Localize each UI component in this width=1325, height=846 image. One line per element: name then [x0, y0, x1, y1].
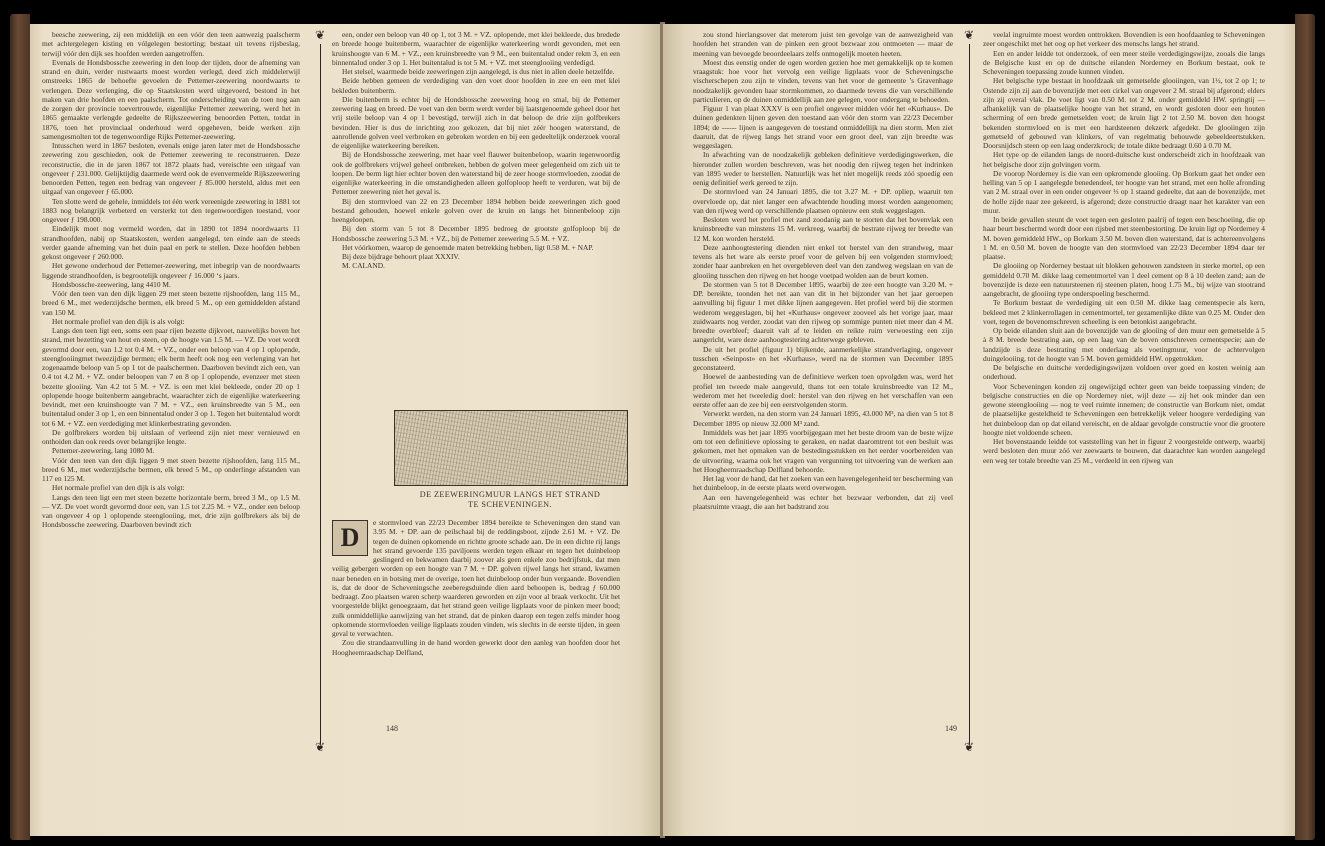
page-number-right: 149	[945, 724, 957, 733]
section-heading	[382, 490, 638, 510]
right-page-column-2	[983, 30, 1265, 742]
divider-ornament-bottom-left: ❦	[314, 740, 326, 754]
right-col1-paragraph: Het lag voor de hand, dat het zoeken van een havengelegenheid ter bescherming van het duinbeloop, in de eerste plaats werd overwogen.	[693, 474, 953, 493]
left-col2-paragraph: Beide hebben gemeen de verdediging van den voet door hoofden in zee en een met klei bekleden buitenberm.	[332, 76, 620, 95]
left-page	[30, 24, 662, 836]
section-paragraph: e stormvloed van 22/23 December 1894 bereikte te Scheveningen den stand van 3.95 M. + DP. aan de peilschaal bij de reddingsboot, zijnde 2.61 M. + VZ. De tegen de duinen opkomende en richtte groote schade aan. De in een dichte rij langs het strand gevoerde 135 paviljoens werden tegen elkaar en tegen het duinbeloop geslingerd en bekwamen daarbij zoover als geen enkele zoo bedrijfstuk, dat men veilig gebergen worden op een hoogte van 7 M. + DP. golven rijwel langs het strand, kwamen naar beneden en in botsing met de overige, toen het duinbeloop onder hun vergaande. Bovendien is, dat de door de Scheveningsche zeeberegsduinde dien aard behoopen is, bedrag ƒ 60.000 bedraagt. Zoo plaatsen waren scherp waarderen geworden en zijn voor al braak verkocht. Uit het voorgestelde blijkt genoegzaam, dat het strand geen veilige ligplaats voor de pinken meer bood; zulk onmiddellijke aanwijzing van het strand, dat de pinken daarop een tegen zelfs minder hoog opkomende stormvloeden veilige ligplaats zouden vinden, wis slechts in de eerste tijden, in geen geval te verwachten.	[332, 518, 620, 638]
divider-ornament-top-left: ❦	[314, 28, 326, 42]
left-col2-paragraph: Die buitenberm is echter bij de Hondsbossche zeewering hoog en smal, bij de Pettemer zeewering laag en breed. De voet van den berm werdt verder bij laatstgenoemde geheel door het vrij steile beloop van 4 op 1 bevestigd, terwijl zich in dat beloop de drie zijn golfbrekers bevinden. Hier is dus de inrichting zoo gekozen, dat bij niet zéér hoogen waterstand, de aanrollende golven veel verbroken en gebroken worden en bij een gedeeltelijk onderzoek vooral de eigenlijke waterkeering bereiken.	[332, 94, 620, 150]
right-col2-paragraph: veelal ingruimte moest worden onttrokken. Bovendien is een hoofdaanleg te Scheveningen zeer ongeschikt met het oog op het verkeer des menschs langs het strand.	[983, 30, 1265, 49]
right-col2-paragraph: In beide gevallen steunt de voet tegen een gesloten paalrij of tegen een beschoeiing, die op haar beurt beschermd wordt door een rijsbed met steenbestorting. De kruin ligt op Norderney 4 M. boven gemiddeld HW., op Borkum 3.50 M. boven dien waterstand, dat is achtereenvolgens 1 M. en 0.50 M. boven de hoogte van den stormvloed van 22/23 December 1894 daar ter plaatse.	[983, 215, 1265, 261]
right-col1-paragraph: Moest dus eenstig onder de ogen worden gezien hoe met gemakkelijk op te komen vraagstuk: hoe voor het vervolg een veilige ligplaats voor de Scheveningsche vischerschepen zou zijn te vinden, tevens van het voor de gemeente ’s Gravenhage noodzakelijk gevonden haar stormkommen, zo daarmede tevens die van verschillende particulieren, op de duinen onmiddellijk aan zee gelegen, voor ondergang te behoeden.	[693, 57, 953, 104]
left-col1-paragraph: Het normale profiel van den dijk is als volgt:	[52, 483, 185, 493]
right-col2-paragraph: Te Borkum bestaat de verdediging uit een 0.50 M. dikke laag cementspecie als kern, bekleed met 2 klinkerrollagen in cementmortel, ter gezamenlijke dikte van 0.25 M. Onder den voet, tegen de bovenomschreven scheeling is een betonkist aangebracht.	[983, 298, 1265, 326]
left-col1-paragraph: De golfbrekers worden bij uitslaan of verleend zijn niet meer vernieuwd en onthoiden dan ook reeds over belangrijke lengte.	[42, 427, 300, 446]
left-col2-paragraph: Het vóórkomen, waarop de genoemde maten betrekking hebben, ligt 0.58 M. + NAP.	[342, 242, 594, 252]
right-col1-paragraph: zou stond hierlangsover dat meterom juist ten gevolge van de aanwezigheid van hoofden het stranden van de pinken een groot bezwaar zou ontmoeten — maar de meening van bevoegde beoordeelaars zelfs onmogelijk moeten heeten.	[693, 30, 953, 58]
left-page-column-2	[332, 30, 620, 374]
left-col1-paragraph: Het normale profiel van den dijk is als volgt:	[52, 316, 185, 326]
left-col1-paragraph: Langs den teen ligt een, soms een paar rijen bezette dijkvoet, nauwelijks boven het strand, met bezetting van hout en steen, op de hoogte van 1.5 M. — VZ. De voet wordt gevormd door een, van 1.2 tot 0.4 M. + VZ., onder een beloop van 4 op 1 oplopende, steenglooiingmet tweezijdige bermen; elk berm heeft ook nog een verlenging van het zogenaamde beloop van 5 op 1 tot de paalschermen. Daarboven bevindt zich een, van 0.4 tot 4.2 M. + VZ. onder beloopen van 7 en 8 op 1 oplopende, evenzeer met steen bezette glooiing. Van 4.2 tot 5 M. + VZ. is een met klei bekleede, onder 20 op 1 oplopende hooge buitenberm aangebracht, waarachter zich de eigenlijke waterkeering bevindt, met een kruinshoogte van 7 M. + VZ., een kruinsbreedte van 5 M., een buitentalud onder 3 op 1, en een binnentalud onder 3 op 1. Tegen het buitentalud wordt tot 6 M. + VZ. een verdediging met klinkerbestrating gevonden.	[42, 326, 300, 428]
left-col2-paragraph: Bij deze bijdrage behoort plaat XXXIV.	[342, 252, 460, 261]
right-col1-paragraph: Hoewel de aanbesteding van de definitieve werken toen opvolgden was, werd het profiel ten tweede male aangevuld, thans tot een totale kruinsbreedte van 12 M., wederom met het tweeledig doel: herstel van den rijweg en het verschaffen van een eerste offer aan de zee bij een eerstvolgenden storm.	[693, 372, 953, 409]
divider-ornament-bottom-right: ❦	[963, 740, 975, 754]
left-col1-paragraph: Intusschen werd in 1867 besloten, evenals enige jaren later met de Hondsbossche zeewering zou geschieden, ook de Pettemer zeewering te reconstrueren. Deze reconstructie, die in de jaren 1867 tot 1872 plaats had, vereischte een uitgaaf van ongeveer ƒ 231.000. Gelijktijdig daarmede werd ook de evenvermelde Rijkszeewering benoorden Petten, tegen een bedrag van ongeveer ƒ 85.000 hersteld, aldus met een uitgaaf van ongeveer ƒ 65.000.	[42, 141, 300, 197]
right-col2-paragraph: Op beide eilanden sluit aan de bovenzijde van de glooiing of den muur een gemetselde à 5 à 8 M. breede bestrating aan, op een laag van de boven omschreven cementspecie; aan de landzijde is deze bestrating met onderlaag als voetingmuur, voor de achtervolgen duingelooiing, tot de hoogte van 5 M. boven gemiddeld HW. opgetrokken.	[983, 326, 1265, 363]
right-col1-paragraph: In afwachting van de noodzakelijk gebleken definitieve verdedigingswerken, die hieronder zullen worden beschreven, was het noodig den rijweg tegen het indrinken van 1895 weder te herstellen. Natuurlijk was het niet mogelijk reeds zóó spoedig een eenig definitief werk gereed te zijn.	[693, 150, 953, 187]
left-page-column-1	[42, 30, 300, 742]
right-col1-paragraph: Deze aanhoogtestering dienden niet enkel tot herstel van den strandweg, maar tevens als het ware als eerste proef voor de gelven bij een volgenden stormvloed; zonder haar aanbreken en het overgebleven deel van den zandweg wegslaan en van de glooiing tusschen den rijweg en het hooge voetpad wolden aan de beurt komen.	[693, 242, 953, 280]
right-col2-paragraph: Het bovenstaande leidde tot vaststelling van het in figuur 2 voorgestelde ontwerp, waarbij werd besloten den muur zóó ver zeewaarts te bouwen, dat daarachter kan worden aangelegd een weg ter totale breedte van 25 M., verdeeld in een rijweg van	[983, 437, 1265, 465]
left-col2-paragraph: Bij den stormvloed van 22 en 23 December 1894 hebben beide zeeweringen zich goed bestand gehouden, hoewel enkele golven over de kruin en langs het binnenbeloop zijn heengeloopen.	[332, 196, 620, 224]
right-col1-paragraph: Besloten werd het profiel met zand zoodanig aan te storten dat het bovenvlak een kruinsbreedte van minstens 15 M. verkreeg, waarbij de bestrate rijweg ter breedte van 12 M. kon worden hersteld.	[693, 215, 953, 243]
right-col2-paragraph: Het belgische type bestaat in hoofdzaak uit gemetselde glooiingen, van 1½, tot 2 op 1; te Ostende zijn zij aan de bovenzijde met een cirkel van ongeveer 2 M. straal bij afgerond; elders zijn zij overal vlak. De voet ligt van 0.50 M. tot 2 M. onder gemiddeld HW. springtij — afhankelijk van de plaatselijke hoogte van het strand, en wordt gesloten door een houten scherming of een brede gemetselden voet; de kruin ligt 2 tot 2.50 M. boven den hoogst bekenden stormvloed en is met een hardsteenen dekzerk afgedekt. De glooiingen zijn gemetseld of gebouwd van klinkers, of van regelmatig behouwde gebeeldeertstukken. Doorsnijdsch steen op een laag onderzkrock; de totale dikte bedraagt 0.60 à 0.70 M.	[983, 76, 1265, 150]
right-col1-paragraph: De stormen van 5 tot 8 December 1895, waarbij de zee een hoogte van 3.20 M. + DP. bereikte, toonden het net aan van dit in het bijzonder van het jaar geroepen aanvulling bij figuur 1 met dikke lijnen aangegeven. Het profiel werd bij die stormen wederom weggeslagen, bij het «Kurhaus» ongeveer zooveel als het vorige jaar, maar zuidwaarts nog verder, zoodat van den rijweg op sommige punten niet meer dan 4 M. breedte overbleef; daaruit valt af te leiden en reikte ruim verwoesting een zijn aangericht, ware deze aanhoogtestering achterwege gebleven.	[693, 279, 953, 345]
right-col2-paragraph: Een en ander leidde tot onderzoek, of een meer steile verdedigingswijze, zooals die langs de Belgische kust en op de duitsche eilanden Norderney en Borkum bestaat, ook te Scheveningen toepassing zoude kunnen vinden.	[983, 48, 1265, 76]
drop-cap-initial: D	[332, 520, 368, 556]
column-divider-left	[320, 44, 321, 744]
left-col2-paragraph: een, onder een beloop van 40 op 1, tot 3 M. + VZ. oplopende, met klei bekleede, dus bredede en breede hooge buitenberm, waarachter de eigenlijke waterkeering wordt gevonden, met een kruinshoogte van 6 M. + VZ., een kruinsbreedte van 9 M., een buitentalud onder rekm 3, en een binnentalud onder 3 op 1. Het buitentalud is tot 5 M. + VZ. met steenglooiing verdedigd.	[332, 30, 620, 67]
left-col1-paragraph: Ten slotte werd de gehele, inmiddels tot één werk vereenigde zeewering in 1881 tot 1883 nog belangrijk verbeterd en versterkt tot den tegenwoordigen toestand, voor ongeveer ƒ 198.000.	[42, 196, 300, 224]
right-col1-paragraph: Aan een havengelegenheid was echter het bezwaar verbonden, dat zij veel plaatsruimte vraagt, die aan het badstrand zou	[693, 492, 953, 511]
book-cover-left-edge	[10, 14, 30, 840]
right-col2-paragraph: De voorop Norderney is die van een opkromende glooiing. Op Borkum gaat het onder een helling van 5 op 1 aangelegde benedendeel, ter hoogte van het strand, met een holle afronding van 2 M. straal over in een onder ongeveer ⅓ op 1 staand gedeelte, dat aan de bovenzijde, met de holle zijde naar zee gekeerd, is afgerond; deze constructie draagt naar het karakter van een muur.	[983, 168, 1265, 215]
left-col2-paragraph: Bij de Hondsbossche zeewering, met haar veel flauwer buitenbeloop, waarin tegenwoordig ook de golfbrekers vrijwel geheel ontbreken, hebben de golven meer gelegenheid om zich uit te loopen. De berm ligt hier echter boven den waterstand bij de zeer hooge stormvloeden, zoodat de eigenlijke waterkeering in die omstandigheden alleen golfoploop heeft te verduren, wat bij de Pettemer zeewering niet het geval is.	[332, 150, 620, 197]
left-col1-paragraph: Vóór den teen van den dijk liggen 29 met steen bezette rijshoofden, lang 115 M., breed 6 M., met wederzijdsche bermen, elk breed 5 M., op een gemiddelden afstand van 150 M.	[42, 289, 300, 317]
section-paragraph-2: Zou die strandaanvulling in de hand worden gewerkt door den aanleg van hoofden door het Hoogheemraadschap Delfland,	[332, 638, 620, 657]
left-col1-paragraph: beesche zeewering, zij een middelijk en een vóór den teen aanwezig paalscherm met achtergelegen kisting en vólgelegen bestorting; bestaat uit tevens rijsbeslag, terwijl vóór den dijk ses hoofden werden aangetroffen.	[42, 30, 300, 58]
right-col1-paragraph: De stormvloed van 24 Januari 1895, die tot 3.27 M. + DP. opliep, waaruit ten overvloede op, dat niet langer een afwachtende houding moest worden aangenomen; van den rijweg werd op verschillende plaatsen opnieuw een stuk weggeslagen.	[693, 187, 953, 215]
left-col1-paragraph: Hondsbossche-zeewering, lang 4410 M.	[52, 279, 171, 289]
left-col1-paragraph: Evenals de Hondsbossche zeewering in den loop der tijden, door de afneming van strand en duin, verder rustwaarts moest worden verlegd, deed zich middelerwijl omstreeks 1865 de behoefte gevoelen de Pettemer-zeewering noordwaarts te verlengen. Deze verlenging, die op Staatskosten werd uitgevoerd, bestond in het maken van drie hoofden en een paalscherm. Tot onderscheiding van de toen nog aan de zorgen der provincie toevertrouwde, eigenlijke Pettemer zeewering, werd het in 1865 gemaakte verlengde gedeelte de Rijkszeewering benoorden Petten, totdat in 1876, toen het provinciaal onderhoud werd opgeheven, beide werken zijn samengesmolten tot de tegenwoordige Rijks Pettemer-zeewering.	[42, 57, 300, 141]
left-col2-paragraph: Bij den storm van 5 tot 8 December 1895 bedroeg de grootste golfoploop bij de Hondsbossche zeewering 5.3 M. + VZ., bij de Pettemer zeewering 5.5 M. + VZ.	[332, 224, 620, 243]
right-col2-paragraph: De glooiing op Norderney bestaat uit blokken gehouwen zandsteen in sterke mortel, op een gemiddeld 0.70 M. dikke laag cementmortel van 1 deel cement op 8 à 10 deelen zand; aan de bovenzijde is deze een natuursteenen rij steenen platen, hoog 1.75 M., bij wijze van stootrand aangebracht, de glooiing type onderspoeling beschermd.	[983, 261, 1265, 298]
right-col1-paragraph: Figuur 1 van plaat XXXV is een profiel ongeveer midden vóór het «Kurhaus». De duinen gedenkten lijnen geven den toestand aan vóór den storm van 22/23 December 1894; de ------ lijnen is aangegeven de toestand onmiddellijk na dien storm. Men ziet daaruit, dat de rijweg langs het strand voor een groot deel, van zijn breedte was weggeslagen.	[693, 104, 953, 150]
left-col1-paragraph: Het gewone onderhoud der Pettemer-zeewering, met inbegrip van de noordwaarts liggende strandhoofden, is begrootelijk ongeveer ƒ 16.000 ‘s jaars.	[42, 261, 300, 280]
right-col1-paragraph: Verwerkt werden, na den storm van 24 Januari 1895, 43.000 M³, na dien van 5 tot 8 December 1895 op nieuw 32.000 M³ zand.	[693, 409, 953, 428]
left-col1-paragraph: Vóór den teen van den dijk liggen 9 met steen bezette rijshoofden, lang 115 M., breed 6 M., met wederzijdsche bermen, elk breed 5 M., op onderlinge afstanden van 117 en 125 M.	[42, 455, 300, 483]
right-page	[663, 24, 1295, 836]
page-number-left: 148	[386, 724, 398, 733]
left-page-column-2-lower	[332, 518, 620, 746]
right-col2-paragraph: Voor Scheveningen konden zij ongewijzigd echter geen van beide toepassing vinden; de belgische constructies en die op Norderney niet, wijl deze — zij het ook minder dan een gewone steenglooiing — nog te veel ruimte innemen; de constructie van Borkum niet, omdat de plaatselijke gesteldheid te Scheveningen een betrekkelijk veleer hoogere verdediging van het duinbeloop dan op dat eiland vereischt, en de aldaar gevolgde constructie voor die grootere hoogte niet voldoende scheen.	[983, 381, 1265, 437]
book-cover-right-edge	[1295, 14, 1315, 840]
right-col1-paragraph: Inmiddels was het jaar 1895 voorbijgegaan met het beste droom van de beste wijze om tot een definitieve oplossing te geraken, en nadat daaromtrent tot een besluit was gekomen, met het opmaken van de bestedingsstukken en het eerder voorbereiden van de uitvoering, waarna ook het vragen van vergunning tot uitvoering van de werken aan het Hoogheemraadschap Delfland behoorde.	[693, 427, 953, 474]
right-page-column-1	[693, 30, 953, 742]
section-heading-line: DE ZEEWERINGMUUR LANGS HET STRAND TE SCHEVENINGEN.	[419, 490, 601, 509]
decorative-engraving-plate	[394, 410, 628, 486]
left-col1-paragraph: Langs den teen ligt een met steen bezette horizontale berm, breed 3 M., op 1.5 M. — VZ. De voet wordt gevormd door een, van 1.5 tot 2.25 M. + VZ., onder een beloop van ongeveer 4 op 1 oplopende steenglooiing, met, drie zijn golfbrekers als bij de Hondsbossche zeewering. Daarboven bevindt zich	[42, 492, 300, 530]
divider-ornament-top-right: ❦	[963, 28, 975, 42]
column-divider-right	[969, 44, 970, 744]
right-col1-paragraph: De uit het profiel (figuur 1) blijkende, aanmerkelijke strandverlaging, ongeveer tusschen «Seinpost» en het «Kurhaus», werd na de stormen van December 1895 geconstateerd.	[693, 344, 953, 372]
left-col2-paragraph: Het stelsel, waarmede beide zeeweringen zijn aangelegd, is dus niet in allen deele hetzelfde.	[342, 67, 615, 76]
left-col2-paragraph: M. CALAND.	[342, 261, 385, 271]
left-col1-paragraph: Pettemer-zeewering, lang 1080 M.	[52, 446, 155, 456]
left-col1-paragraph: Eindelijk moet nog vermeld worden, dat in 1890 tot 1894 noordwaarts 11 strandhoofden, nabij op Staatskosten, werden aangelegd, ten einde aan de steeds verder gaande afneming van het duin paal en perk te stellen. Deze hoofden hebben gekost ongeveer ƒ 260.000.	[42, 224, 300, 261]
right-col2-paragraph: Het type op de eilanden langs de noord-duitsche kust onderscheidt zich in hoofdzaak van het belgische door zijn golvingen vorm.	[983, 150, 1265, 169]
right-col2-paragraph: De belgische en duitsche verdedigingswijzen voldoen over goed en kosten weinig aan onderhoud.	[983, 363, 1265, 382]
